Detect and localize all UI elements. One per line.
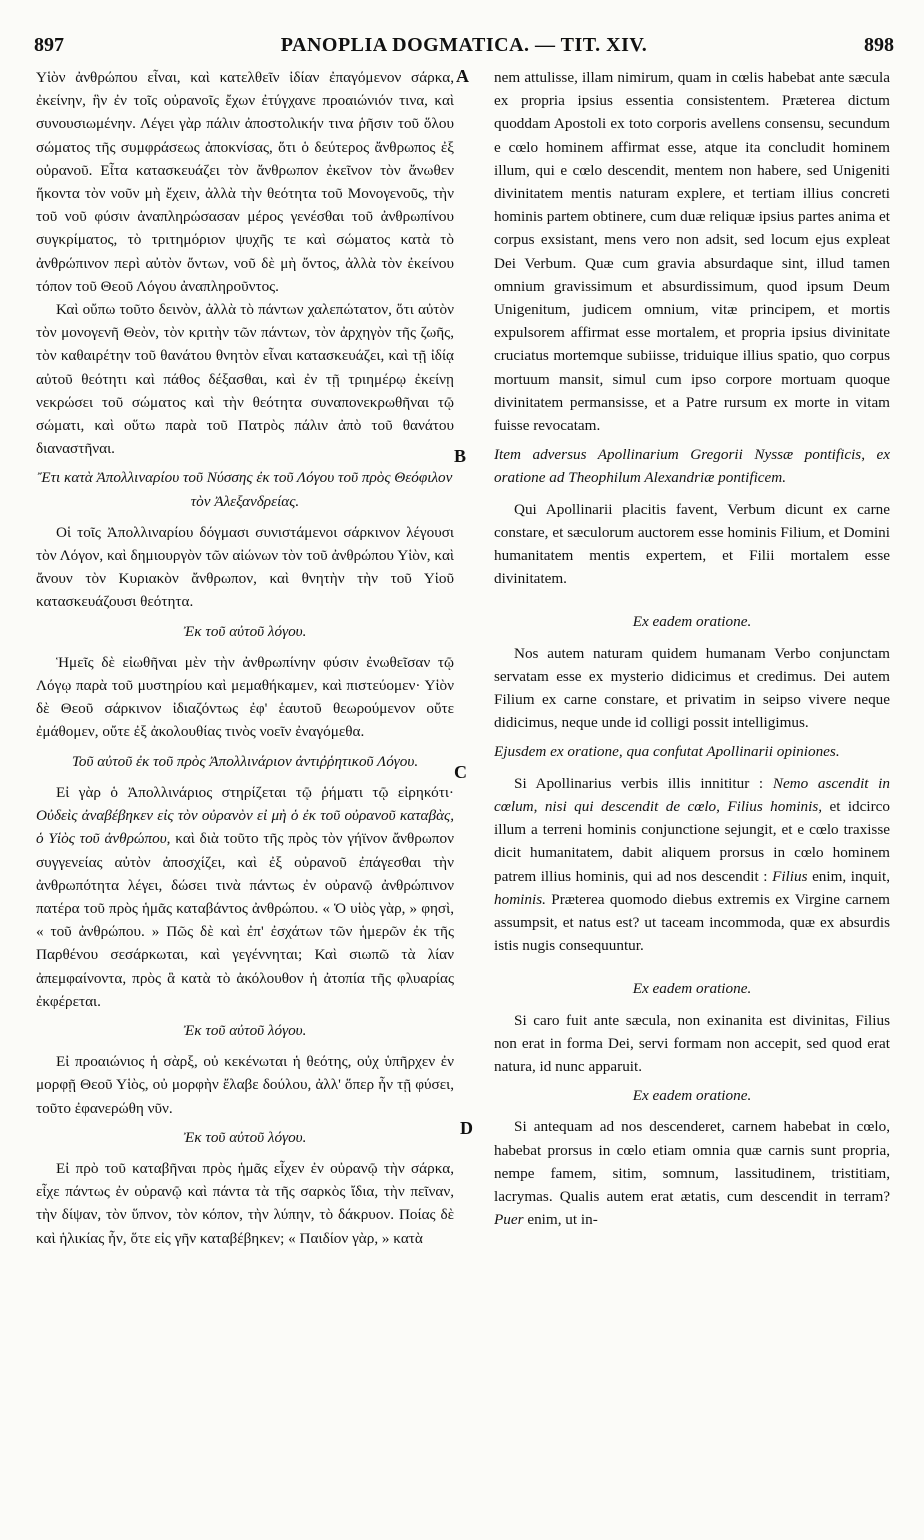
greek-paragraph-5-quote: Οὐδεὶς ἀναβέβηκεν εἰς τὸν οὐρανὸν εἰ μὴ ὁ ἐκ τοῦ οὐρανοῦ καταβὰς, ὁ Υἱὸς τοῦ ἀνθρώπου, [36, 807, 454, 848]
greek-column [36, 66, 454, 1530]
greek-paragraph-4: Ἡμεῖς δὲ εἰωθῆναι μὲν τὴν ἀνθρωπίνην φύσιν ἐνωθεῖσαν τῷ Λόγῳ παρὰ τοῦ μυστηρίου καὶ μεμαθήκαμεν, καὶ πιστεύομεν· Υἱὸν δὲ Θεοῦ σάρκινον ἰδιαζόντως ἐφ' ἑαυτοῦ θεωρούμενον οὔτε ἐμάθομεν, οὔτε ἐξ ἀκολουθίας τινὸς νοεῖν ἐναγόμεθα. [36, 653, 454, 741]
greek-paragraph-7: Εἰ πρὸ τοῦ καταβῆναι πρὸς ἡμᾶς εἶχεν ἐν οὐρανῷ τὴν σάρκα, εἶχε πάντως ἐν οὐρανῷ καὶ πάντα τὰ τῆς σαρκὸς ἴδια, τὴν πεῖναν, τὴν δίψαν, τὸν ὕπνον, τὸν κόπον, τὴν λύπην, τὸ δάκρυον. Ποίας δὲ καὶ ἡλικίας ἦν, ὅτε εἰς γῆν καταβέβηκεν; « Παιδίον γὰρ, » κατὰ [36, 1159, 454, 1247]
latin-heading-4: Ex eadem oratione. [632, 980, 752, 998]
latin-paragraph-4-text-b: et idcirco illum a terreni hominis conjunctione sejungit, et e cœlo traxisse dicit humanitatem, dabit aliquem prorsus in cœlo hominem patrem illius hominis, qui ad nos descendit : [494, 797, 890, 885]
greek-paragraph-5 [36, 781, 454, 1013]
latin-paragraph-4-text-a: Si Apollinarius verbis illis innititur : [514, 774, 764, 792]
running-title: PANOPLIA DOGMATICA. — TIT. XIV. [280, 34, 648, 56]
latin-paragraph-4 [494, 772, 890, 958]
greek-heading-1: Ἔτι κατὰ Ἀπολλιναρίου τοῦ Νύσσης ἐκ τοῦ Λόγου τοῦ πρὸς Θεόφιλον τὸν Ἀλεξανδρείας. [37, 469, 453, 510]
latin-heading-5: Ex eadem oratione. [632, 1087, 752, 1105]
page-number-right: 898 [864, 34, 894, 56]
latin-paragraph-3: Nos autem naturam quidem humanam Verbo conjunctam servatam esse ex mysterio didicimus et credimus. Dei autem Filium ex carne constare, et privatim in seipso vivere neque didicimus, neque unde id colligi possit intelligimus. [494, 644, 890, 732]
section-marker-a: A [456, 66, 469, 86]
greek-paragraph-3: Οἱ τοῖς Ἀπολλιναρίου δόγμασι συνιστάμενοι σάρκινον λέγουσι τὸν Λόγον, καὶ δημιουργὸν τῶν αἰώνων τὸν τοῦ ἀνθρώπου Υἱὸν, καὶ ἄνουν τὸν Κυριακὸν ἄνθρωπον, καὶ θνητὴν τὴν τοῦ Υἱοῦ κατασκευάζουσι θεότητα. [36, 523, 454, 611]
greek-heading-3: Τοῦ αὐτοῦ ἐκ τοῦ πρὸς Ἀπολλινάριον ἀντιῤῥητικοῦ Λόγου. [71, 752, 419, 770]
section-marker-c: C [454, 762, 467, 782]
latin-paragraph-2: Qui Apollinarii placitis favent, Verbum dicunt ex carne constare, et sæculorum auctorem esse hominis Filium, et Domini humanitatem mentis expertem, et Filii mortalem esse divinitatem. [494, 500, 890, 588]
margin-gutter [454, 66, 494, 1530]
latin-paragraph-4-quote-3: hominis. [494, 890, 546, 908]
latin-heading-2: Ex eadem oratione. [632, 613, 752, 631]
latin-heading-1: Item adversus Apollinarium Gregorii Nyssæ pontificis, ex oratione ad Theophilum Alexandriæ pontificem. [494, 446, 890, 487]
latin-paragraph-1: nem attulisse, illam nimirum, quam in cœlis habebat ante sæcula ex propria ipsius essentia consistentem. Præterea dictum quoddam Apostoli ex toto corporis avellens consensu, secundum e cœlo hominem affirmat esse, atque ita concludit hominem illum, qui e cœlo descendit, mentem non habere, sed Unigeniti divinitatem mentis naturam explere, et tertiam illius concreti hominis partem obtinere, cum duæ reliquæ ipsius partes anima et corpus exsistant, mens vero non adsit, sed locum ejus expleat Dei Verbum. Quæ cum gravia absurdaque sint, illud tamen omnium gravissimum et absurdissimum, quod ipsum Deum Unigenitum, judicem omnium, vitæ principem, et mortis expulsorem affirmat esse mortalem, et propria ipsius divinitate cruciatus mortemque subiisse, triduique illius spatio, quo corpus mortuum mansit, simul cum ipso corpore mortuam quoque divinitatem permansisse, et a Patre rursum ex morte in vitam fuisse revocatam. [494, 69, 890, 435]
latin-heading-3: Ejusdem ex oratione, qua confutat Apollinarii opiniones. [494, 743, 840, 761]
latin-paragraph-6-text-a: Si antequam ad nos descenderet, carnem habebat in cœlo, habebat prorsus in cœlo etiam omnia quæ carnis sunt propria, nempe famem, sitim, somnum, lassitudinem, tristitiam, lacrymas. Qualis autem erat ætatis, cum descendit in terram? [494, 1118, 890, 1205]
latin-paragraph-4-quote-2: Filius [772, 867, 808, 885]
latin-paragraph-4-quote-1: Nemo ascendit in cœlum, nisi qui descendit de cœlo, Filius hominis, [494, 774, 890, 815]
greek-heading-2: Ἐκ τοῦ αὐτοῦ λόγου. [183, 622, 307, 640]
latin-paragraph-4-text-c: enim, inquit, [812, 867, 890, 885]
latin-paragraph-4-text-d: Præterea quomodo diebus extremis ex Virgine carnem assumpsit, et natus est? ut taceam incommoda, quæ ex absurdis istis nugis consequuntur. [494, 890, 890, 955]
latin-paragraph-6-text-b: enim, ut in- [527, 1211, 598, 1229]
greek-paragraph-5-text-b: καὶ διὰ τοῦτο τῆς πρὸς τὸν γήϊνον ἄνθρωπον συγγενείας αὐτὸν ἀποσχίζει, καὶ ἐξ οὐρανοῦ ἐπάγεσθαι τὴν ἀνθρωπότητα λέγει, δώσει τινὰ πάντως ἐν οὐρανῷ ἀνθρώπινον πατέρα τοῦ πρὸς ἡμᾶς καταβάντος ἀνθρώπου. « Ὁ υἱὸς γὰρ, » φησὶ, « τοῦ ἀνθρώπου. » Πῶς δὲ καὶ ἐπ' ἐσχάτων τῶν ἡμερῶν ἐκ τῆς Παρθένου σεσάρκωται, καὶ γεγέννηται; Καὶ σιωπῶ τὰ λίαν ἀπεμφαίνοντα, πρὸς ἃ κατὰ τὸ ἀκόλουθον ἡ ἀτοπία τῆς φλυαρίας ἐκφέρεται. [36, 830, 454, 1010]
greek-paragraph-2: Καὶ οὔπω τοῦτο δεινὸν, ἀλλὰ τὸ πάντων χαλεπώτατον, ὅτι αὐτὸν τὸν μονογενῆ Θεὸν, τὸν κριτὴν τῶν πάντων, τὸν ἀρχηγὸν τῆς ζωῆς, τὸν καθαιρέτην τοῦ θανάτου θνητὸν εἶναι κατασκευάζει, καὶ τῇ ἰδίᾳ αὐτοῦ θεότητι καὶ πάθος δέξασθαι, καὶ ἐν τῇ τριημέρῳ ἐκείνῃ νεκρώσει τοῦ σώματος καὶ τὴν θεότητα συναπονεκρωθῆναι τῷ σώματι, καὶ οὕτω παρὰ τοῦ Πατρὸς πάλιν ἀπὸ τοῦ θανάτου διαναστῆναι. [36, 301, 454, 458]
spacer [494, 590, 890, 604]
page-header [34, 34, 894, 64]
greek-paragraph-5-text-a: Εἰ γὰρ ὁ Ἀπολλινάριος στηρίζεται τῷ ῥήματι τῷ εἰρηκότι· [56, 783, 454, 801]
greek-paragraph-1: Υἱὸν ἀνθρώπου εἶναι, καὶ κατελθεῖν ἰδίαν ἐπαγόμενον σάρκα, ἐκείνην, ἣν ἐν τοῖς οὐρανοῖς ἔχων ἐτύγχανε προαιώνιόν τινα, καὶ συνουσιωμένην. Λέγει γὰρ πάλιν ἀποστολικήν τινα ῥῆσιν τοῦ ὅλου σώματος τῆς συμφράσεως ἀποκνίσας, ὅτι ὁ δεύτερος ἄνθρωπος ἐξ οὐρανοῦ. Εἶτα κατασκευάζει τὸν ἄνθρωπον ἐκεῖνον τὸν ἄνωθεν ἥκοντα τὸν νοῦν μὴ ἔχειν, ἀλλὰ τὴν θεότητα τοῦ Μονογενοῦς, τὴν τοῦ νοῦ φύσιν ἀναπληρώσασαν μέρος γενέσθαι τοῦ ἀνθρωπίνου συγκρίματος, τὸ τριτημόριον ψυχῆς τε καὶ σώματος κατὰ τὸ ἀνθρώπινον περὶ αὐτὸν ὄντων, νοῦ δὲ μὴ ὄντος, ἀλλὰ τὸν ἐκείνου τόπον τοῦ Θεοῦ Λόγου ἀναπληροῦντος. [36, 69, 454, 295]
page-number-left: 897 [34, 34, 64, 56]
latin-column [494, 66, 890, 1530]
greek-heading-5: Ἐκ τοῦ αὐτοῦ λόγου. [183, 1128, 307, 1146]
greek-paragraph-6: Εἰ προαιώνιος ἡ σὰρξ, οὐ κεκένωται ἡ θεότης, οὐχ ὑπῆρχεν ἐν μορφῇ Θεοῦ Υἱὸς, οὐ μορφὴν ἔλαβε δούλου, ἀλλ' ὅπερ ἦν τῇ φύσει, τοῦτο ἐφανερώθη νῦν. [36, 1053, 454, 1117]
section-marker-d: D [460, 1118, 473, 1138]
spacer [494, 957, 890, 971]
latin-paragraph-6 [494, 1115, 890, 1231]
greek-heading-4: Ἐκ τοῦ αὐτοῦ λόγου. [183, 1021, 307, 1039]
section-marker-b: B [454, 446, 467, 466]
latin-paragraph-6-quote: Puer [494, 1211, 524, 1229]
latin-paragraph-5: Si caro fuit ante sæcula, non exinanita est divinitas, Filius non erat in forma Dei, servi formam non accepit, sed quod erat natura, id nunc apparuit. [494, 1011, 890, 1075]
